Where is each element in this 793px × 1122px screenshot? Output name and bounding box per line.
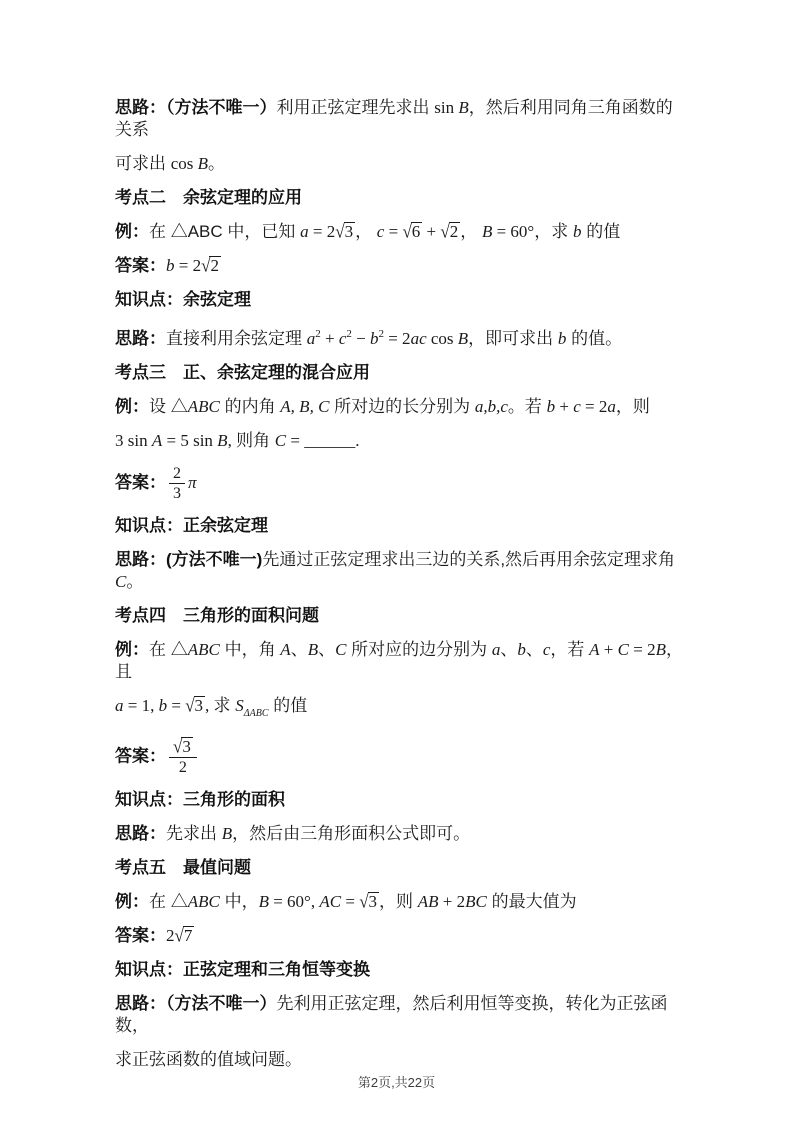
body-text: 、 (318, 640, 336, 659)
math-text: b (572, 222, 582, 241)
bold-label-text: 思路：（方法不唯一） (115, 994, 277, 1013)
body-text: ， (355, 222, 377, 241)
radicand: 3 (194, 696, 204, 715)
fraction (169, 464, 185, 503)
section-heading-kaodian2 (115, 187, 688, 209)
body-text: 、 (290, 640, 308, 659)
math-text: + (422, 222, 441, 241)
math-text: b (546, 397, 556, 416)
radical-sign-icon: √ (201, 255, 211, 276)
body-text: 。 (208, 154, 226, 173)
math-text: + (555, 397, 574, 416)
math-text: B (221, 824, 233, 843)
math-text: A (589, 640, 600, 659)
radicand: 2 (210, 256, 219, 275)
body-text: 、 (500, 640, 518, 659)
body-text: 。若 (507, 397, 547, 416)
math-text: A (280, 640, 291, 659)
math-text: B (258, 892, 269, 911)
body-text: 中，角 (219, 640, 281, 659)
math-text: 2 (315, 328, 321, 340)
sqrt-expression (201, 255, 221, 277)
math-text: B (307, 640, 319, 659)
bold-label-text: 答案： (115, 472, 166, 492)
paragraph-example-4 (115, 639, 688, 683)
math-text: = 60° (492, 222, 535, 241)
fraction-numerator: 2 (169, 464, 185, 484)
math-text: b (557, 329, 567, 348)
paragraph-answer-2 (115, 255, 688, 277)
radicand: 3 (344, 222, 354, 241)
math-text: AB (417, 892, 439, 911)
paragraph-example-5 (115, 891, 688, 913)
radical-sign-icon: √ (440, 221, 450, 242)
math-text: a (300, 222, 309, 241)
math-text: = 2 (628, 640, 656, 659)
math-text: a,b,c (474, 397, 508, 416)
math-text: ABC (187, 892, 220, 911)
math-text: S (235, 696, 244, 715)
body-text: 先通过正弦定理求出三边的关系,然后再用余弦定理求角 (262, 550, 676, 569)
body-text: 中， (219, 892, 259, 911)
math-text: = 1, (123, 696, 159, 715)
math-text: = (167, 696, 186, 715)
paragraph-example-2 (115, 221, 688, 243)
bold-label-text: 考点二 余弦定理的应用 (115, 188, 302, 207)
paragraph-answer-3 (115, 464, 688, 503)
sqrt-expression (185, 695, 205, 717)
math-text: a (607, 397, 616, 416)
math-text: c (573, 397, 581, 416)
math-text: BC (465, 892, 487, 911)
paragraph-sikao-1 (115, 97, 688, 141)
body-text: ，求 (534, 222, 573, 241)
bold-label-text: 思路： (115, 329, 166, 348)
bold-label-text: 考点五 最值问题 (115, 858, 251, 877)
paragraph-knowledge-2 (115, 289, 688, 311)
fraction-denominator: 2 (178, 759, 187, 776)
fraction (169, 737, 197, 777)
body-text: ，且 (115, 640, 683, 681)
math-text: + (599, 640, 618, 659)
bold-label-text: 思路： (115, 824, 166, 843)
body-text: ，则 (379, 892, 418, 911)
section-heading-kaodian4 (115, 605, 688, 627)
math-text: B (197, 154, 209, 173)
body-text: 则角 (236, 431, 275, 450)
radical-sign-icon: √ (335, 221, 345, 242)
radicand: 2 (449, 222, 459, 241)
math-text: = 2 (308, 222, 336, 241)
body-text: 求正弦函数的值域问题。 (115, 1050, 302, 1069)
math-text: , (205, 696, 214, 715)
sqrt-expression (175, 925, 195, 947)
math-text: a (306, 329, 316, 348)
paragraph-example-3-wrap (115, 430, 688, 452)
body-text: ，即可求出 (468, 329, 558, 348)
body-text: 。 (126, 572, 144, 591)
math-text: ABC (187, 640, 220, 659)
bold-label-text: 例： (115, 222, 149, 241)
bold-label-text: 知识点：正余弦定理 (115, 516, 268, 535)
page-number: 第2页,共22页 (357, 1075, 436, 1090)
body-text: 的值 (581, 222, 621, 241)
math-text: C (274, 431, 287, 450)
math-text: B (217, 431, 228, 450)
paragraph-answer-5 (115, 925, 688, 947)
body-text: 先求出 (166, 824, 222, 843)
radicand: 6 (411, 222, 421, 241)
math-text: cos (170, 154, 198, 173)
body-text: 的内角 (219, 397, 281, 416)
paragraph-knowledge-3 (115, 515, 688, 537)
bold-label-text: 思路：（方法不唯一） (115, 98, 277, 117)
math-text: c (376, 222, 385, 241)
math-text: cos (426, 329, 458, 348)
math-text: B (481, 222, 493, 241)
sqrt-expression (440, 221, 460, 243)
body-text: ，然后由三角形面积公式即可。 (232, 824, 471, 843)
math-text: B (457, 329, 469, 348)
body-text: 所对边的长分别为 (329, 397, 475, 416)
fraction-numerator (169, 737, 197, 758)
math-text: = (341, 892, 360, 911)
bold-label-text: 答案： (115, 256, 166, 275)
math-text: B (458, 98, 469, 117)
radical-sign-icon: √ (174, 925, 184, 946)
bold-label-text: 知识点：三角形的面积 (115, 790, 285, 809)
bold-label-text: 例： (115, 892, 149, 911)
math-text: = 2 (174, 256, 202, 275)
bold-label-text: 考点四 三角形的面积问题 (115, 606, 319, 625)
bold-label-text: 例： (115, 640, 149, 659)
paragraph-example-3 (115, 396, 688, 418)
math-text: = 60°, (268, 892, 320, 911)
body-text: ，则 (615, 397, 650, 416)
math-text: b (517, 640, 526, 659)
math-text: 2 (378, 328, 384, 340)
math-text: ΔABC (243, 708, 269, 719)
body-text: ，若 (550, 640, 590, 659)
body-text: 利用正弦定理先求出 (276, 98, 435, 117)
math-text: = 5 sin (162, 431, 218, 450)
radical-sign-icon: √ (402, 221, 412, 242)
math-text: C (335, 640, 347, 659)
bold-label-text: 知识点：正弦定理和三角恒等变换 (115, 960, 370, 979)
math-text: a (115, 696, 124, 715)
math-text: b (166, 256, 175, 275)
sqrt-expression (402, 221, 422, 243)
sqrt-expression (335, 221, 355, 243)
math-text: , (227, 431, 237, 450)
math-text: sin (434, 98, 459, 117)
math-text: + 2 (438, 892, 466, 911)
section-heading-kaodian5 (115, 857, 688, 879)
math-text: B (655, 640, 666, 659)
math-text: π (188, 472, 197, 492)
math-text: C (617, 640, 629, 659)
radicand: 3 (368, 892, 378, 911)
bold-label-text: 答案： (115, 926, 166, 945)
math-text: 3 sin (115, 431, 152, 450)
bold-label-text: 知识点：余弦定理 (115, 290, 251, 309)
paragraph-example-4-wrap (115, 695, 688, 725)
body-text: 设 △ (149, 397, 188, 416)
body-text: 直接利用余弦定理 (166, 329, 307, 348)
paragraph-answer-4 (115, 737, 688, 777)
bold-label-text: 考点三 正、余弦定理的混合应用 (115, 363, 370, 382)
paragraph-knowledge-4 (115, 789, 688, 811)
math-text: = ______. (286, 431, 360, 450)
math-text: b (369, 329, 379, 348)
paragraph-sikao-3 (115, 549, 688, 593)
radicand: 7 (183, 926, 193, 945)
math-text: b (158, 696, 168, 715)
radicand: 3 (182, 737, 191, 756)
math-text: ac (410, 329, 427, 348)
paragraph-sikao-5-wrap (115, 1049, 688, 1071)
body-text: 的值 (268, 696, 308, 715)
body-text: 在 △ (149, 640, 188, 659)
radical-sign-icon: √ (359, 891, 369, 912)
math-text: + (320, 329, 339, 348)
paragraph-sikao-2 (115, 323, 688, 350)
paragraph-sikao-4 (115, 823, 688, 845)
bold-label-text: 例： (115, 397, 149, 416)
math-text: = 2 (580, 397, 608, 416)
radical-sign-icon: √ (173, 736, 183, 757)
paragraph-sikao-1-wrap (115, 153, 688, 175)
math-text: − (351, 329, 370, 348)
bold-label-text: 思路：(方法不唯一) (115, 550, 263, 569)
paragraph-knowledge-5 (115, 959, 688, 981)
fraction-denominator: 3 (173, 485, 181, 502)
body-text: 在 △ (149, 892, 188, 911)
math-text: c (338, 329, 347, 348)
math-text: a (491, 640, 501, 659)
math-text: AC (319, 892, 342, 911)
body-text: 的最大值为 (486, 892, 577, 911)
body-text: 先利用正弦定理，然后利用恒等变换，转化为正弦函数， (115, 994, 668, 1035)
math-text: = 2 (383, 329, 411, 348)
body-text: ，然后利用同角三角函数的关系 (115, 98, 673, 139)
body-text: ， (460, 222, 482, 241)
body-text: 可求出 (115, 154, 171, 173)
math-text: A, B, C (280, 397, 330, 416)
bold-label-text: 答案： (115, 746, 166, 766)
math-text: 2 (166, 926, 175, 945)
sqrt-expression (173, 737, 193, 756)
math-text: c (542, 640, 551, 659)
body-text: 、 (525, 640, 543, 659)
math-text: A (151, 431, 163, 450)
sqrt-expression (359, 891, 379, 913)
radical-sign-icon: √ (185, 695, 195, 716)
math-text: C (115, 572, 127, 591)
section-heading-kaodian3 (115, 362, 688, 384)
math-text: ABC (187, 397, 220, 416)
math-text: = (384, 222, 403, 241)
body-text: 在 △ABC 中，已知 (149, 222, 301, 241)
body-text: 的值。 (566, 329, 623, 348)
math-text: 2 (346, 328, 352, 340)
paragraph-sikao-5 (115, 993, 688, 1037)
body-text: 求 (213, 696, 236, 715)
body-text: 所对应的边分别为 (346, 640, 492, 659)
